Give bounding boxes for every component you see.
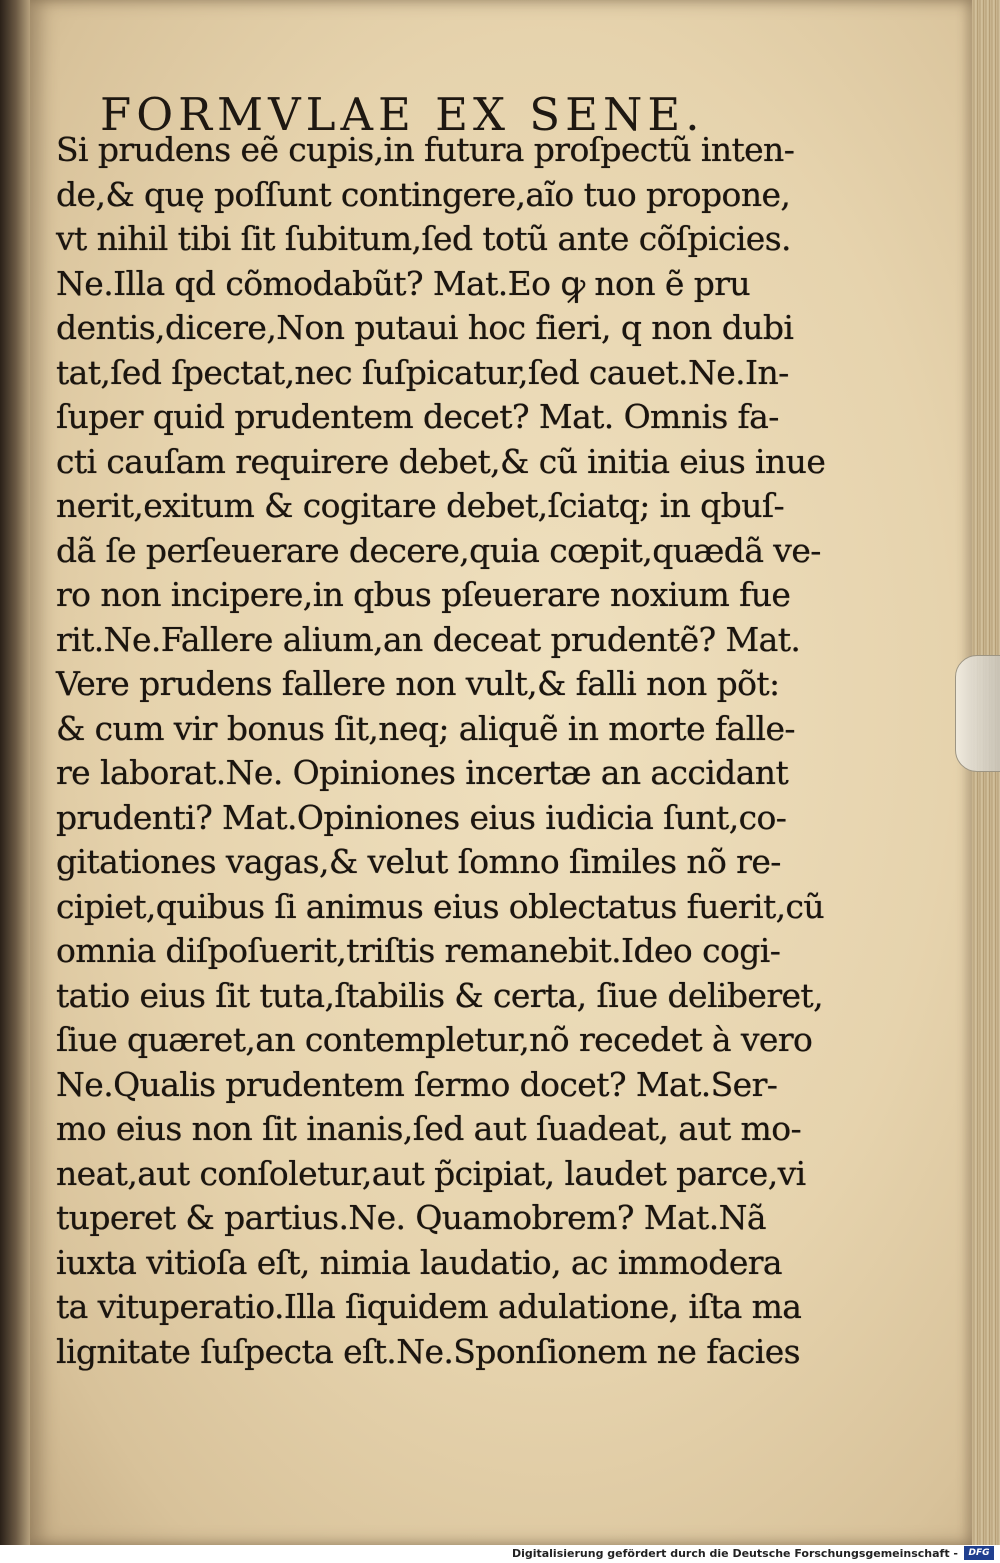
text-line: Ne.Illa qd cõmodabũt? Mat.Eo ꝙ non ẽ pru (56, 263, 751, 303)
running-header: FORMVLAE EX SENE. (100, 88, 705, 141)
text-line: dã ſe perſeuerare decere,quia cœpit,quædã ve- (56, 530, 821, 570)
text-line: Vere prudens fallere non vult,& falli non põt: (56, 664, 780, 703)
text-line: dentis,dicere,Non putaui hoc fieri, q non dubi (56, 308, 794, 347)
text-line: omnia diſpoſuerit,triſtis remanebit.Ideo cogi- (56, 931, 781, 970)
clasp (955, 655, 1000, 772)
text-line: gitationes vagas,& velut ſomno ſimiles nõ re- (56, 842, 781, 881)
text-line: cipiet,quibus ſi animus eius oblectatus fuerit,cũ (56, 886, 825, 926)
text-line: tatio eius ſit tuta,ſtabilis & certa, ſiue deliberet, (56, 975, 823, 1015)
text-line: Ne.Qualis prudentem ſermo docet? Mat.Ser- (56, 1064, 778, 1104)
text-line: lignitate ſuſpecta eſt.Ne.Sponſionem ne facies (56, 1331, 801, 1371)
page-stack-edge (972, 0, 1000, 1545)
text-line: cti cauſam requirere debet,& cũ initia eius inue (56, 441, 826, 481)
text-line: vt nihil tibi ſit ſubitum,ſed totũ ante cõſpicies. (56, 219, 791, 258)
text-line: rit.Ne.Fallere alium,an deceat prudentẽ? Mat. (56, 619, 801, 659)
text-line: nerit,exitum & cogitare debet,ſciatq; in qbuſ- (56, 486, 785, 525)
funding-credit: Digitalisierung gefördert durch die Deutsche Forschungsgemeinschaft - (511, 1547, 958, 1560)
text-line: prudenti? Mat.Opiniones eius iudicia ſunt,co- (56, 797, 787, 837)
text-line: iuxta vitioſa eſt, nimia laudatio, ac immodera (56, 1242, 783, 1282)
text-line: de,& quę poſſunt contingere,aĩo tuo propone, (56, 174, 791, 214)
text-line: tat,ſed ſpectat,nec ſuſpicatur,ſed cauet.Ne.In- (56, 352, 789, 392)
text-line: tuperet & partius.Ne. Quamobrem? Mat.Nã (56, 1198, 766, 1237)
text-line: ta vituperatio.Illa ſiquidem adulatione, iſta ma (56, 1287, 802, 1326)
text-line: re laborat.Ne. Opiniones incertæ an accidant (56, 753, 789, 792)
body-text (56, 128, 886, 1374)
text-line: neat,aut conſoletur,aut p̃cipiat, laudet parce,vi (56, 1153, 806, 1193)
text-line: ſuper quid prudentem decet? Mat. Omnis fa- (56, 397, 779, 436)
text-line: ro non incipere,in qbus pſeuerare noxium fue (56, 575, 791, 614)
text-line: & cum vir bonus ſit,neq; aliquẽ in morte falle- (56, 708, 795, 748)
text-line: ſiue quæret,an contempletur,nõ recedet à vero (56, 1020, 813, 1059)
text-line: Si prudens eẽ cupis,in futura proſpectũ inten- (56, 130, 795, 169)
text-line: mo eius non ſit inanis,ſed aut ſuadeat, aut mo- (56, 1109, 802, 1148)
dfg-logo: DFG (964, 1546, 994, 1560)
